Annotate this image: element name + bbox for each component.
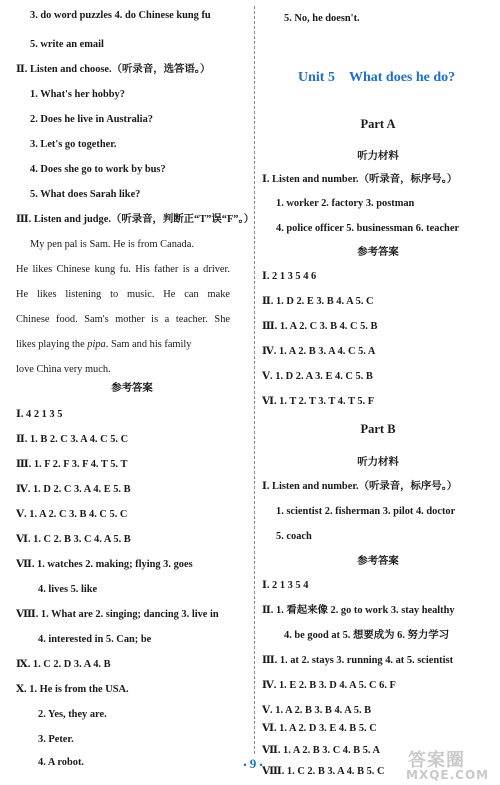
page-number-value: 9 (249, 756, 257, 771)
page-dot: • (259, 760, 263, 771)
answer-line: 3. Peter. (38, 734, 74, 745)
answer-line: Ⅷ. 1. C 2. B 3. A 4. B 5. C (262, 766, 385, 777)
passage-line: Chinese food. Sam's mother is a teacher. She (16, 314, 230, 325)
passage-text: . Sam and his family (105, 339, 192, 350)
text-line: 5. What does Sarah like? (30, 189, 141, 200)
answer-line: Ⅲ. 1. A 2. C 3. B 4. C 5. B (262, 321, 378, 332)
unit-name: What does he do? (348, 70, 456, 85)
answer-line: Ⅷ. 1. What are 2. singing; dancing 3. live in (16, 609, 219, 620)
section-heading: Ⅱ. Listen and choose.（听录音，选答语。） (16, 64, 211, 75)
section-heading: Ⅰ. Listen and number.（听录音，标序号。） (262, 481, 458, 492)
answer-line: Ⅵ. 1. C 2. B 3. C 4. A 5. B (16, 534, 131, 545)
passage-italic-word: pipa (87, 339, 106, 350)
answer-line: 4. lives 5. like (38, 584, 98, 595)
watermark-text: 答案圈 (408, 750, 465, 771)
answer-line: Ⅹ. 1. He is from the USA. (16, 684, 129, 695)
text-line: 3. do word puzzles 4. do Chinese kung fu (30, 10, 211, 21)
page-dot: • (243, 760, 247, 771)
answer-line: Ⅴ. 1. A 2. C 3. B 4. C 5. C (16, 509, 128, 520)
answer-line: Ⅰ. 2 1 3 5 4 (262, 580, 309, 591)
answer-line: Ⅳ. 1. E 2. B 3. D 4. A 5. C 6. F (262, 680, 396, 691)
passage-text: likes playing the (16, 339, 88, 350)
answers-heading: 参考答案 (357, 247, 399, 258)
section-heading: Ⅲ. Listen and judge.（听录音，判断正“T”误“F”。） (16, 214, 255, 225)
text-line: 4. police officer 5. businessman 6. teacher (276, 223, 460, 234)
passage-line: love China very much. (16, 364, 111, 375)
answer-line: Ⅵ. 1. A 2. D 3. E 4. B 5. C (262, 723, 377, 734)
column-divider (254, 6, 255, 754)
watermark-url: MXQE.COM (406, 768, 490, 782)
subheading: 听力材料 (357, 151, 399, 162)
answer-line: Ⅰ. 4 2 1 3 5 (16, 409, 63, 420)
subheading: 听力材料 (357, 457, 399, 468)
text-line: 4. Does she go to work by bus? (30, 164, 166, 175)
passage-line: He likes listening to music. He can make (16, 289, 230, 300)
answers-heading: 参考答案 (111, 383, 153, 394)
passage-line: He likes Chinese kung fu. His father is a driver. (16, 264, 230, 275)
answer-line: Ⅸ. 1. C 2. D 3. A 4. B (16, 659, 111, 670)
text-line: 1. scientist 2. fisherman 3. pilot 4. doctor (276, 506, 456, 517)
answers-heading: 参考答案 (357, 556, 399, 567)
passage-line: My pen pal is Sam. He is from Canada. (30, 239, 194, 250)
answer-line: 4. interested in 5. Can; be (38, 634, 152, 645)
answer-line: 2. Yes, they are. (38, 709, 107, 720)
answer-line: Ⅳ. 1. A 2. B 3. A 4. C 5. A (262, 346, 376, 357)
answer-line: Ⅰ. 2 1 3 5 4 6 (262, 271, 317, 282)
answer-line: 4. A robot. (38, 757, 84, 768)
passage-line (16, 338, 191, 351)
part-heading: Part B (360, 422, 396, 436)
answer-line: Ⅱ. 1. B 2. C 3. A 4. C 5. C (16, 434, 129, 445)
text-line: 2. Does he live in Australia? (30, 114, 153, 125)
text-line: 5. coach (276, 531, 312, 542)
answer-line: Ⅲ. 1. F 2. F 3. F 4. T 5. T (16, 459, 128, 470)
watermark-logo (404, 746, 496, 784)
text-line: 1. worker 2. factory 3. postman (276, 198, 415, 209)
answer-line: Ⅵ. 1. T 2. T 3. T 4. T 5. F (262, 396, 375, 407)
unit-title (298, 70, 455, 86)
answer-line: Ⅳ. 1. D 2. C 3. A 4. E 5. B (16, 484, 131, 495)
page-number (228, 756, 278, 772)
text-line: 3. Let's go together. (30, 139, 117, 150)
answer-line: Ⅲ. 1. at 2. stays 3. running 4. at 5. scientist (262, 655, 454, 666)
answer-line: Ⅶ. 1. A 2. B 3. C 4. B 5. A (262, 745, 381, 756)
section-heading: Ⅰ. Listen and number.（听录音，标序号。） (262, 174, 458, 185)
text-line: 5. write an email (30, 39, 104, 50)
answer-line: Ⅱ. 1. D 2. E 3. B 4. A 5. C (262, 296, 374, 307)
answer-line: Ⅴ. 1. D 2. A 3. E 4. C 5. B (262, 371, 373, 382)
unit-number: Unit 5 (298, 70, 335, 85)
text-line: 1. What's her hobby? (30, 89, 125, 100)
answer-line: Ⅴ. 1. A 2. B 3. B 4. A 5. B (262, 705, 372, 716)
answer-line: Ⅱ. 1. 看起来像 2. go to work 3. stay healthy (262, 605, 455, 616)
answer-line: Ⅶ. 1. watches 2. making; flying 3. goes (16, 559, 193, 570)
answer-line: 4. be good at 5. 想要成为 6. 努力学习 (284, 630, 450, 641)
answer-line: 5. No, he doesn't. (284, 13, 360, 24)
part-heading: Part A (360, 117, 396, 131)
